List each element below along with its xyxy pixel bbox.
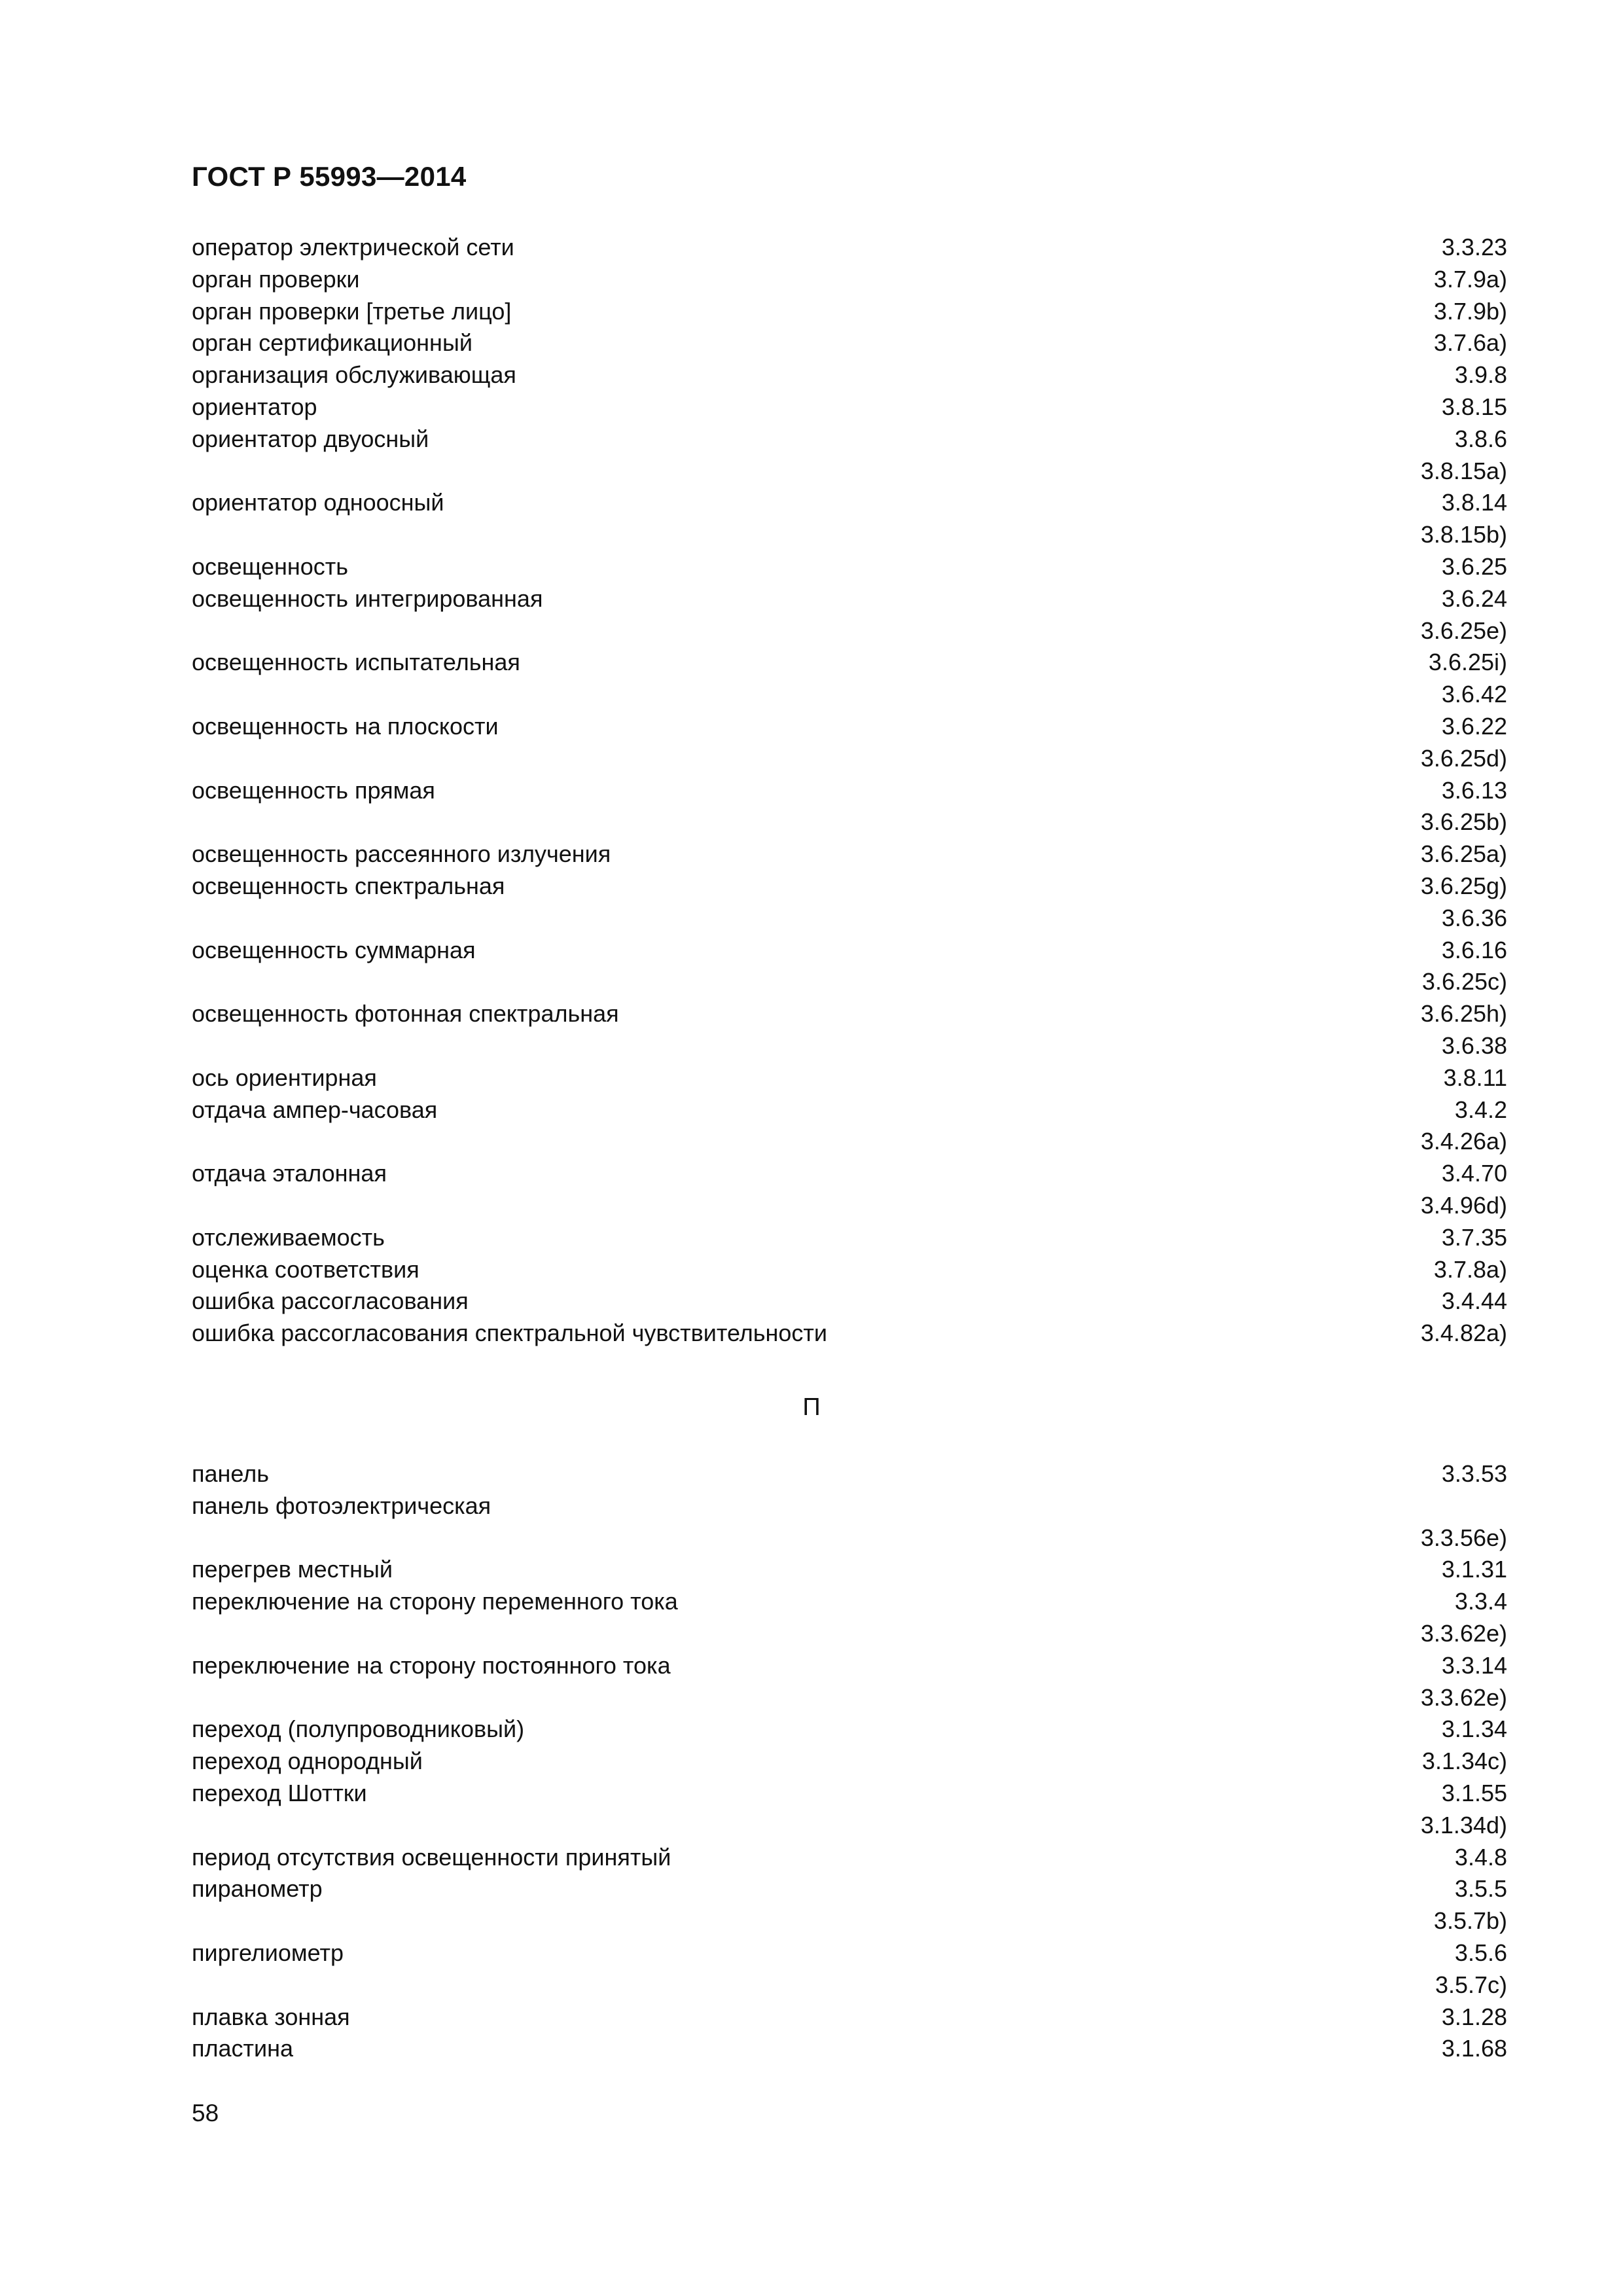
index-ref: 3.3.53 [1441,1460,1507,1487]
index-term: плавка зонная [192,2003,350,2030]
index-term: освещенность интегрированная [192,584,543,612]
index-entry [192,583,1507,647]
index-ref: 3.6.22 [1441,712,1507,740]
index-entry-row [192,1490,1507,1522]
index-term: орган проверки [третье лицо] [192,297,512,325]
index-entry [192,711,1507,775]
index-ref: 3.1.31 [1441,1556,1507,1583]
index-term: ошибка рассогласования спектральной чувствительности [192,1319,828,1347]
index-ref: 3.1.68 [1441,2035,1507,2062]
index-entry-row [192,1062,1507,1094]
index-term: отдача ампер-часовая [192,1096,438,1123]
index-ref: 3.6.25d) [1420,744,1507,772]
index-entry-row [192,1285,1507,1318]
index-entry [192,1285,1507,1318]
index-entry-row [192,1778,1507,1810]
index-term: панель [192,1460,269,1487]
index-entry-row [192,1905,1507,1937]
index-ref: 3.3.14 [1441,1651,1507,1679]
index-entry [192,1222,1507,1254]
index-entry-row [192,1682,1507,1714]
index-entry [192,870,1507,935]
index-entry-row [192,296,1507,328]
index-term: освещенность прямая [192,776,435,804]
index-term: переключение на сторону переменного тока [192,1588,678,1615]
index-entry [192,1158,1507,1222]
index-term: пиранометр [192,1875,323,1903]
index-entry [192,775,1507,839]
index-term: оператор электрической сети [192,234,514,260]
index-term: оценка соответствия [192,1255,419,1283]
index-entry [192,1937,1507,2001]
index-entry-row [192,519,1507,551]
index-ref: 3.6.25e) [1420,617,1507,644]
index-entry-row [192,711,1507,743]
index-term: ориентатор одноосный [192,489,444,516]
index-entry [192,647,1507,711]
index-section-o [192,232,1507,1350]
index-ref: 3.5.7b) [1433,1907,1507,1935]
index-ref: 3.6.25b) [1420,808,1507,836]
index-ref: 3.4.82a) [1420,1319,1507,1347]
index-entry-row [192,2033,1507,2065]
index-term: освещенность рассеянного излучения [192,840,611,868]
index-entry [192,391,1507,423]
index-entry-row [192,679,1507,711]
index-ref: 3.4.8 [1454,1843,1507,1871]
index-ref: 3.3.23 [1441,234,1507,260]
index-entry-row [192,2001,1507,2034]
index-entry-row [192,551,1507,583]
index-ref: 3.6.24 [1441,584,1507,612]
index-entry [192,1746,1507,1778]
index-term: переход однородный [192,1748,423,1775]
index-ref: 3.8.6 [1454,425,1507,452]
index-entry [192,264,1507,296]
index-ref: 3.1.55 [1441,1779,1507,1806]
index-ref: 3.6.25 [1441,552,1507,580]
index-entry [192,1873,1507,1937]
index-entry-row [192,1318,1507,1350]
index-entry-row [192,935,1507,967]
index-term: ориентатор двуосный [192,425,429,452]
index-ref: 3.5.6 [1454,1939,1507,1966]
index-entry-row [192,1969,1507,2001]
index-entry-row [192,1126,1507,1158]
index-ref: 3.1.34d) [1420,1811,1507,1839]
index-ref: 3.7.9b) [1433,297,1507,325]
index-ref: 3.3.62e) [1420,1683,1507,1711]
index-entry-row [192,743,1507,775]
index-term: освещенность фотонная спектральная [192,1000,619,1028]
index-entry-row [192,838,1507,870]
index-entry [192,487,1507,551]
index-term: переход Шоттки [192,1779,367,1806]
index-entry-row [192,1810,1507,1842]
index-term: отдача эталонная [192,1160,387,1187]
index-entry-row [192,1713,1507,1746]
index-entry [192,1713,1507,1746]
index-term: переход (полупроводниковый) [192,1715,525,1743]
index-entry [192,296,1507,328]
index-ref: 3.7.9a) [1433,265,1507,293]
index-entry [192,935,1507,999]
index-entry [192,1842,1507,1874]
index-term: перегрев местный [192,1556,393,1583]
standard-code-header: ГОСТ Р 55993—2014 [192,161,467,192]
index-term: отслеживаемость [192,1223,385,1251]
index-entry-row [192,1190,1507,1222]
index-ref: 3.4.70 [1441,1160,1507,1187]
index-entry-row [192,903,1507,935]
index-entry-row [192,487,1507,519]
index-entry [192,1062,1507,1094]
index-ref: 3.6.25h) [1420,1000,1507,1028]
index-ref: 3.6.13 [1441,776,1507,804]
index-ref: 3.9.8 [1454,361,1507,389]
index-ref: 3.3.56e) [1420,1524,1507,1551]
index-ref: 3.5.5 [1454,1875,1507,1903]
index-entry-row [192,775,1507,807]
index-entry [192,1650,1507,1714]
index-ref: 3.6.25g) [1420,872,1507,899]
index-entry [192,1490,1507,1554]
index-term: орган проверки [192,265,360,293]
index-entry-row [192,1158,1507,1190]
index-entry-row [192,1254,1507,1286]
index-ref: 3.6.36 [1441,904,1507,931]
index-term: пластина [192,2035,294,2062]
index-ref: 3.1.28 [1441,2003,1507,2030]
index-entry-row [192,327,1507,359]
index-entry [192,1778,1507,1842]
index-entry [192,1094,1507,1158]
index-ref: 3.1.34 [1441,1715,1507,1743]
index-term: переключение на сторону постоянного тока [192,1651,671,1679]
index-entry-row [192,1094,1507,1126]
index-ref: 3.8.14 [1441,489,1507,516]
index-ref: 3.1.34c) [1421,1748,1507,1775]
index-term: ось ориентирная [192,1064,377,1091]
index-entry [192,2033,1507,2065]
index-ref: 3.6.25c) [1421,968,1507,996]
index-term: орган сертификационный [192,329,473,357]
index-entry [192,551,1507,583]
index-entry-row [192,1618,1507,1650]
index-entry-row [192,1842,1507,1874]
index-entry-row [192,1873,1507,1905]
index-entry [192,423,1507,488]
index-entry-row [192,423,1507,456]
index-entry [192,838,1507,870]
index-ref: 3.7.8a) [1433,1255,1507,1283]
index-ref: 3.6.25i) [1428,649,1507,676]
index-entry-row [192,647,1507,679]
index-entry [192,1458,1507,1490]
index-entry-row [192,391,1507,423]
index-term: освещенность [192,552,349,580]
index-ref: 3.8.15 [1441,393,1507,420]
index-entry [192,1586,1507,1650]
index-term: панель фотоэлектрическая [192,1492,491,1519]
index-ref: 3.6.38 [1441,1031,1507,1059]
index-term: освещенность спектральная [192,872,505,899]
index-ref: 3.4.26a) [1420,1128,1507,1155]
index-entry-row [192,1650,1507,1682]
index-entry-row [192,1554,1507,1586]
page-number: 58 [192,2100,219,2126]
index-ref: 3.8.15b) [1420,521,1507,548]
index-entry-row [192,456,1507,488]
index-ref: 3.4.44 [1441,1287,1507,1315]
index-term: ошибка рассогласования [192,1287,469,1315]
index-ref: 3.7.35 [1441,1223,1507,1251]
index-term: период отсутствия освещенности принятый [192,1843,671,1871]
index-entry [192,1554,1507,1586]
index-entry [192,1254,1507,1286]
index-entry-row [192,359,1507,391]
index-ref: 3.6.25a) [1420,840,1507,868]
index-entry-row [192,615,1507,647]
index-entry-row [192,1458,1507,1490]
index-entry-row [192,1746,1507,1778]
index-entry-row [192,264,1507,296]
index-entry-row [192,1522,1507,1554]
index-section-p [192,1458,1507,2065]
index-ref: 3.6.42 [1441,681,1507,708]
index-ref: 3.7.6a) [1433,329,1507,357]
index-ref: 3.4.2 [1454,1096,1507,1123]
index-ref: 3.3.4 [1454,1588,1507,1615]
index-ref: 3.4.96d) [1420,1191,1507,1219]
index-entry-row [192,966,1507,998]
index-entry-row [192,1937,1507,1969]
index-entry-row [192,232,1507,264]
index-ref: 3.8.15a) [1420,457,1507,484]
index-ref: 3.6.16 [1441,936,1507,963]
index-term: ориентатор [192,393,317,420]
index-ref: 3.8.11 [1443,1064,1507,1091]
index-entry [192,359,1507,391]
index-term: освещенность суммарная [192,936,476,963]
index-term: освещенность испытательная [192,649,520,676]
index-entry [192,2001,1507,2034]
index-term: организация обслуживающая [192,361,516,389]
index-ref: 3.3.62e) [1420,1619,1507,1647]
index-entry-row [192,1586,1507,1618]
index-entry [192,1318,1507,1350]
index-term: освещенность на плоскости [192,712,499,740]
index-entry [192,998,1507,1062]
index-entry-row [192,583,1507,615]
index-entry [192,327,1507,359]
index-ref: 3.5.7c) [1435,1971,1507,1998]
index-entry-row [192,870,1507,903]
index-term: пиргелиометр [192,1939,344,1966]
index-entry-row [192,998,1507,1030]
index-entry-row [192,806,1507,838]
index-entry-row [192,1030,1507,1062]
index-entry-row [192,1222,1507,1254]
index-entry [192,232,1507,264]
letter-heading: П [802,1393,821,1421]
